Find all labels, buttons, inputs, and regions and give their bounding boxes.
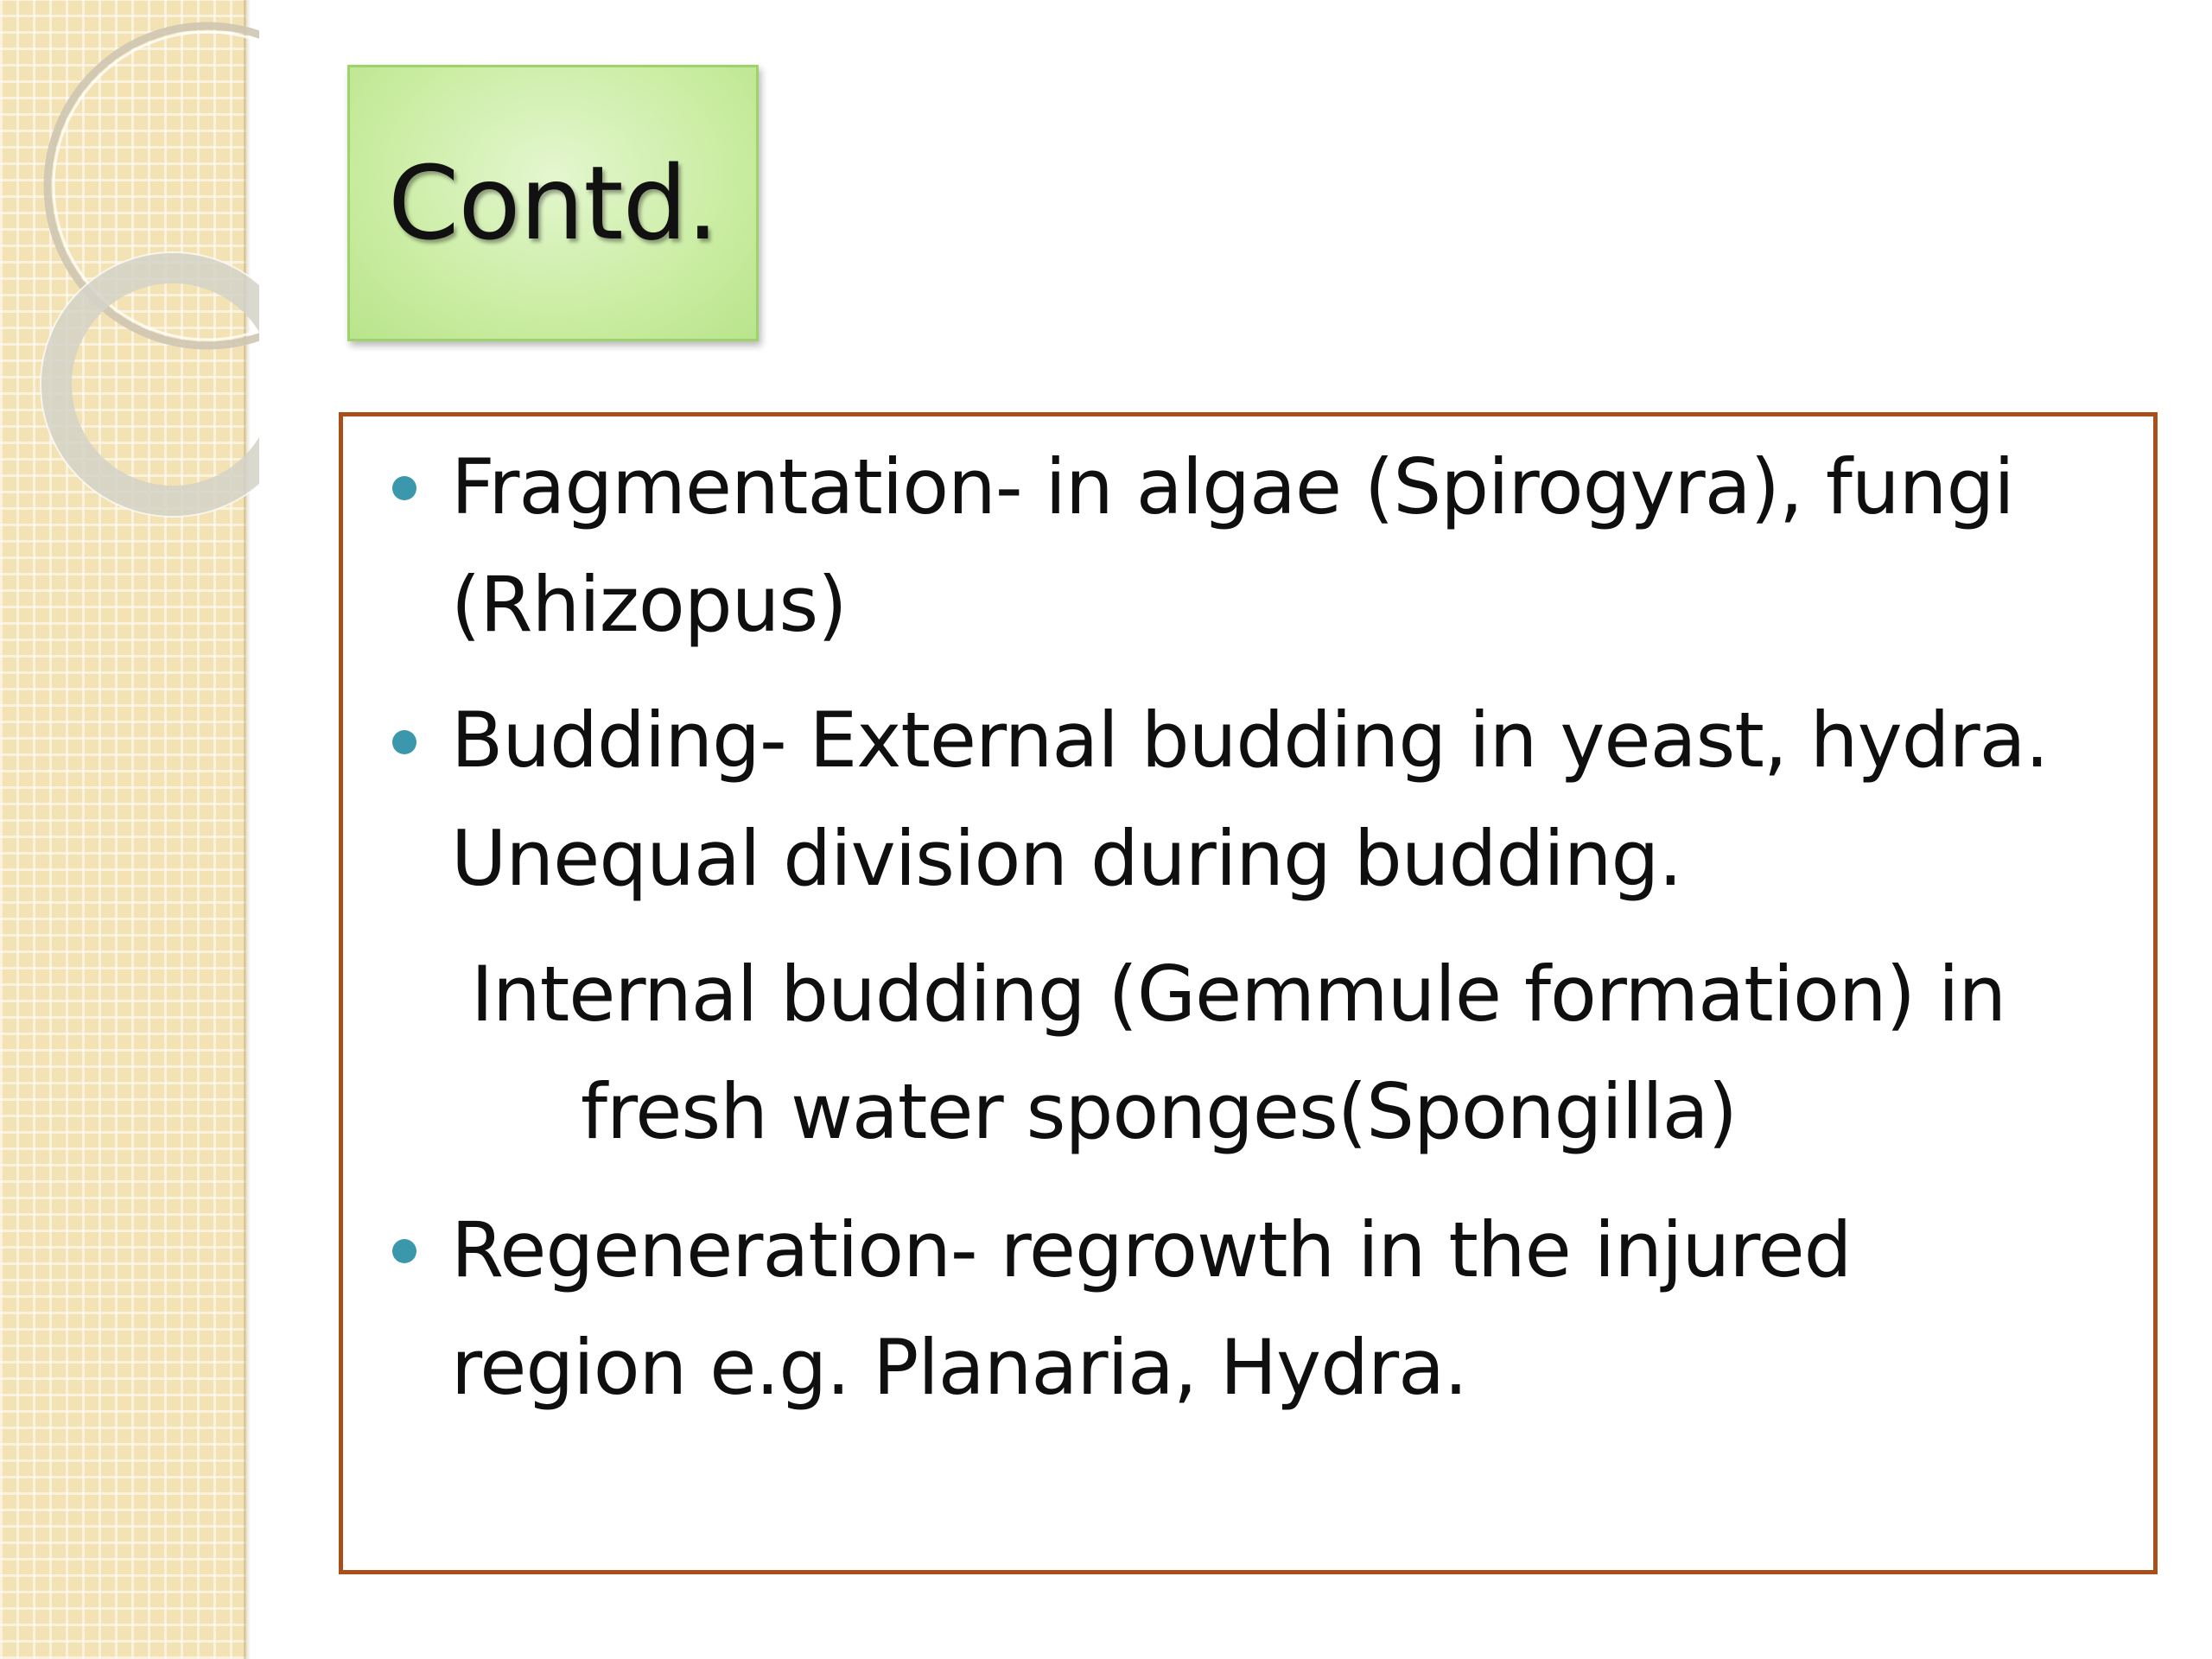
bullet-3-line-2: region e.g. Planaria, Hydra. (451, 1323, 1468, 1412)
title-box (347, 65, 759, 341)
bullet-dot-icon (392, 476, 416, 500)
bullet-2-line-2: Unequal division during budding. (451, 814, 1682, 903)
bullet-dot-icon (392, 1239, 416, 1263)
sub-paragraph-line-2: fresh water sponges(Spongilla) (581, 1067, 1737, 1156)
slide-title: Contd. (387, 143, 719, 263)
bullet-dot-icon (392, 730, 416, 754)
bullet-3-line-1: Regeneration- regrowth in the injured (451, 1205, 1852, 1294)
bullet-1-line-1: Fragmentation- in algae (Spirogyra), fungi (451, 442, 2014, 531)
bullet-2-line-1: Budding- External budding in yeast, hydra. (451, 696, 2049, 785)
bullet-1-line-2: (Rhizopus) (451, 560, 847, 649)
sub-paragraph-line-1: Internal budding (Gemmule formation) in (471, 950, 2006, 1039)
decorative-rings (0, 0, 259, 553)
